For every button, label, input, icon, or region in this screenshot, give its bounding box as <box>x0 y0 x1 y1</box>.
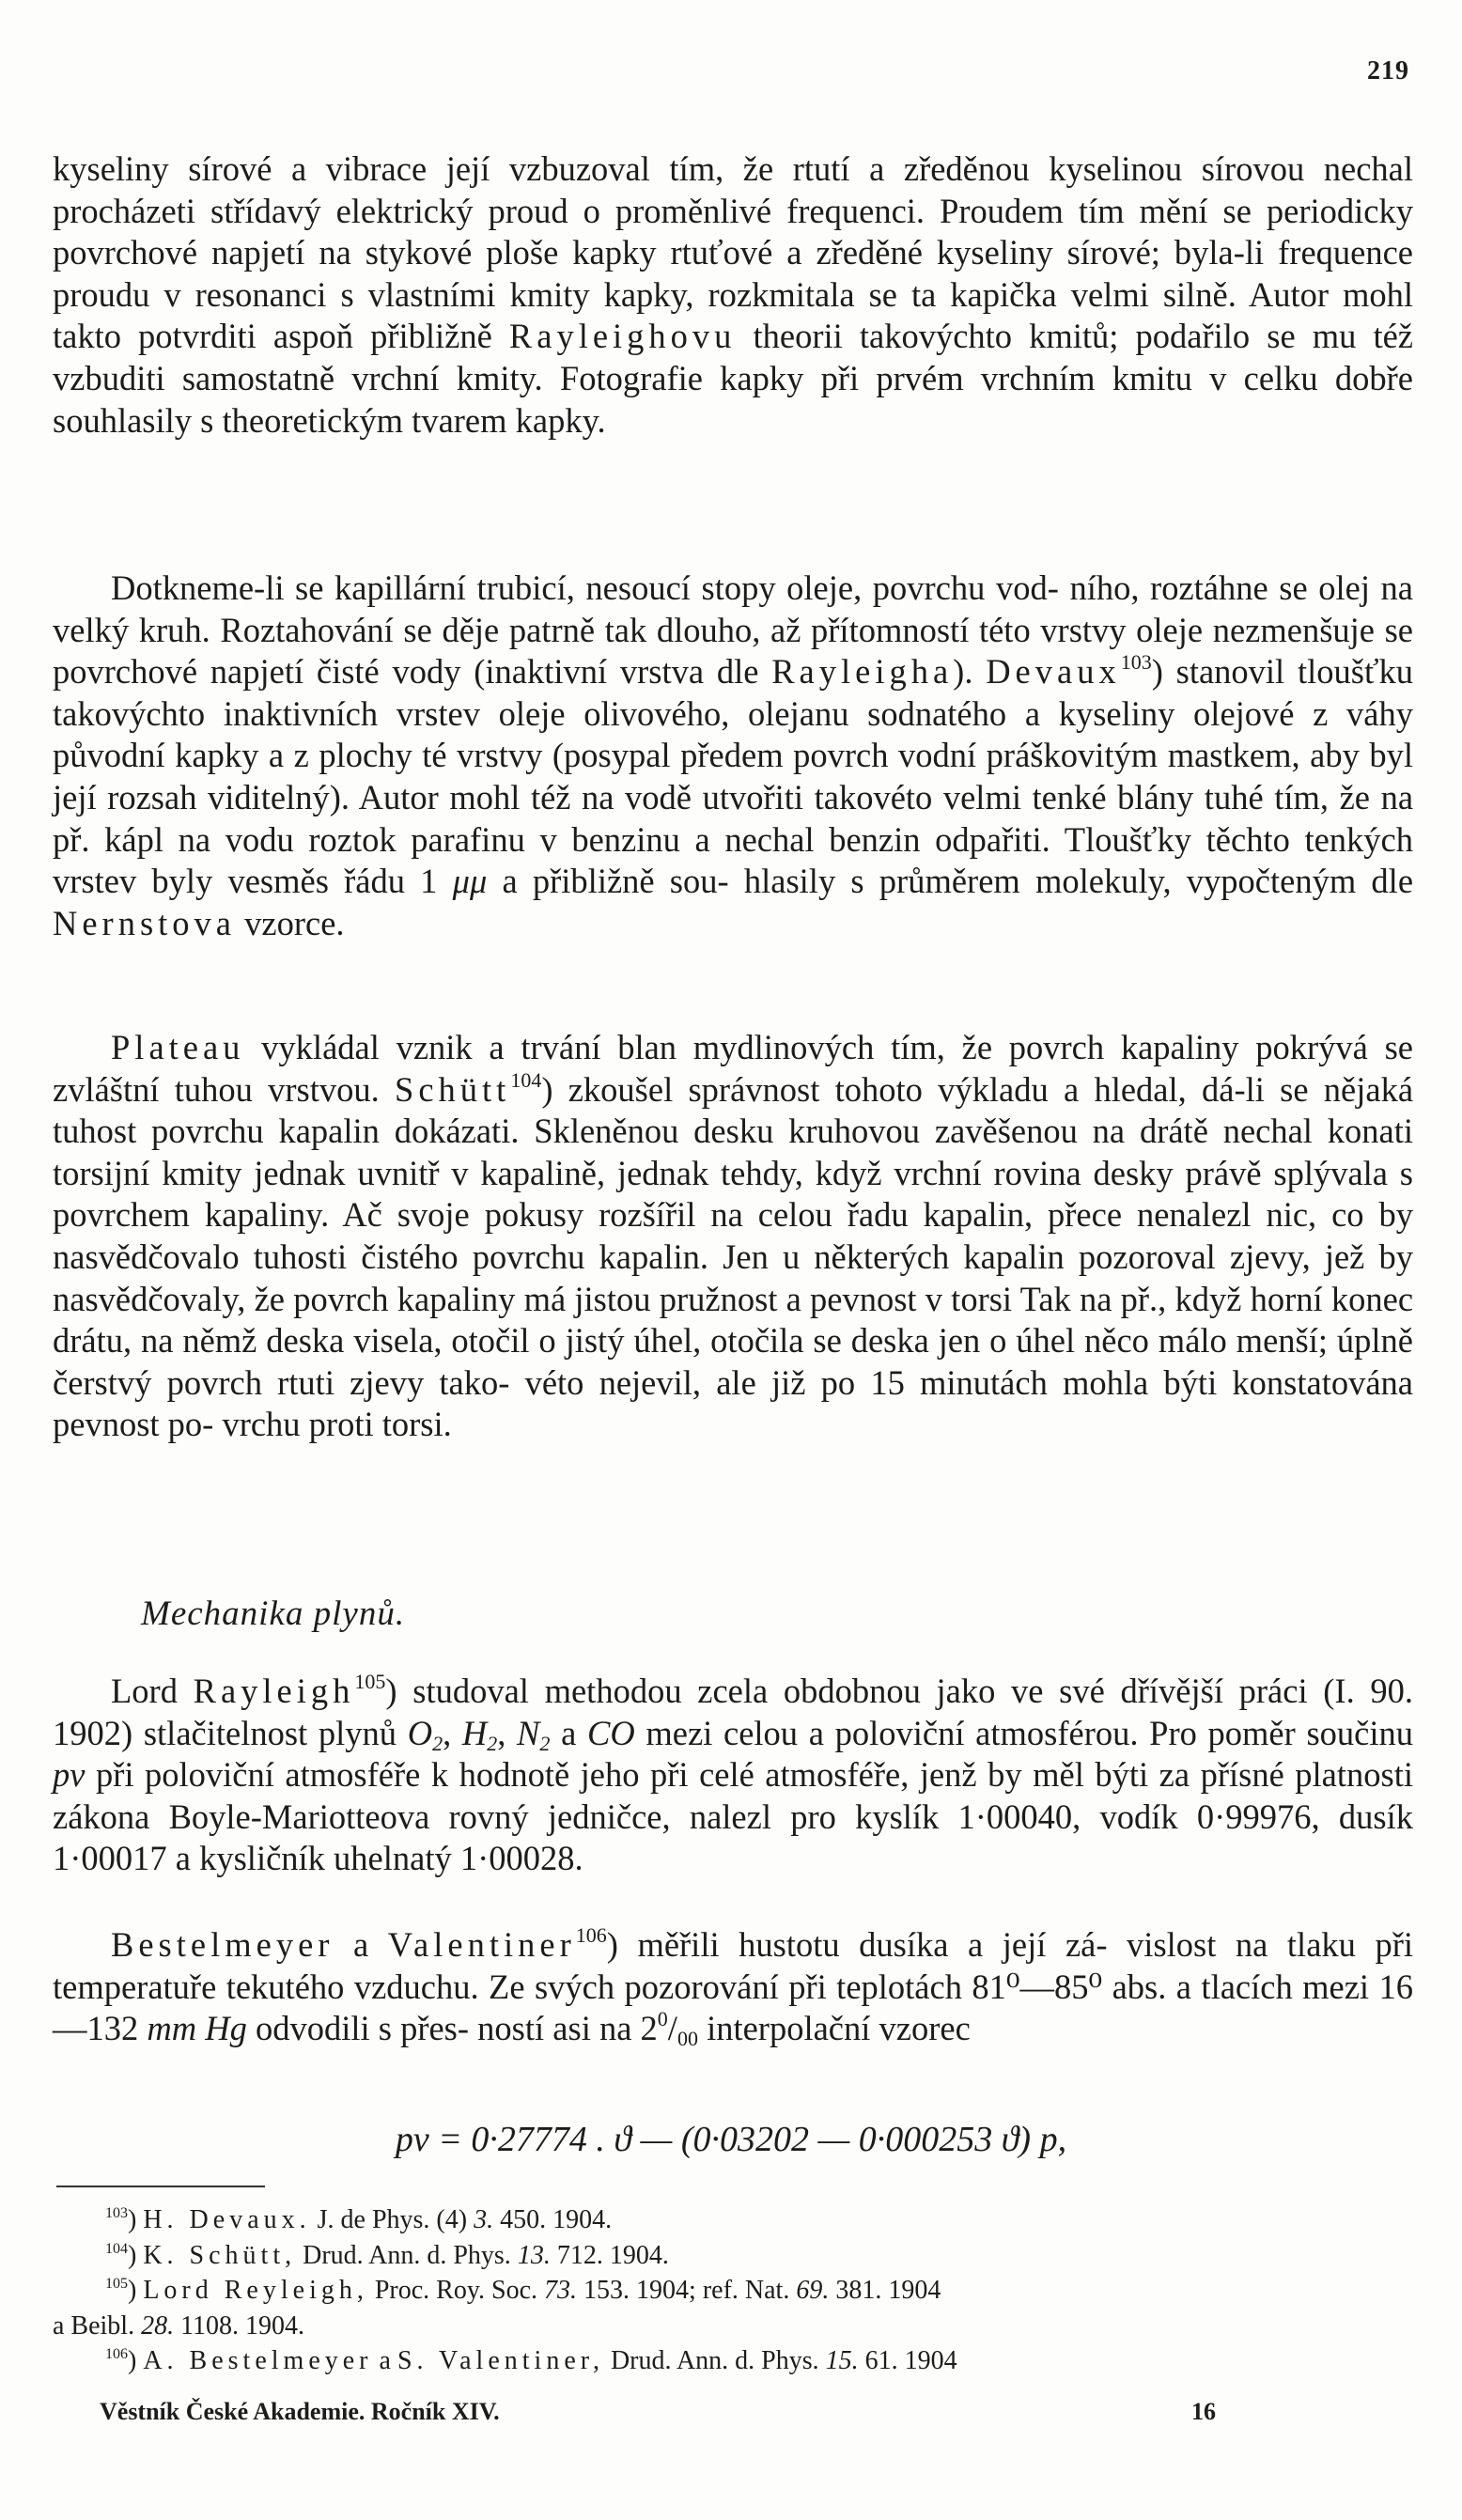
author-name-rayleigh: Rayleigh <box>193 1672 355 1710</box>
author-name-devaux: Devaux <box>986 652 1121 692</box>
gas-co: CO <box>586 1713 635 1752</box>
footnote-ref-103: 103 <box>1120 650 1152 675</box>
formula: pv = 0·27774 . ϑ — (0·03202 — 0·000253 ϑ) p, <box>395 2120 1067 2159</box>
footnote-ref-105: 105 <box>354 1670 386 1693</box>
gas-o2: $O_2$ <box>407 1713 443 1755</box>
footnote-105-cont: a Beibl. 28. 1108. 1904. <box>53 2310 305 2341</box>
author-name-schutt: Schütt <box>395 1069 511 1109</box>
page-number: 219 <box>1367 56 1409 86</box>
journal-title: Věstník České Akademie. Ročník XIV. <box>100 2398 500 2425</box>
page-footer <box>100 2398 1216 2426</box>
unit-mmhg: mm Hg <box>147 2009 247 2048</box>
paragraph-3: Plateau vykládal vznik a trvání blan mydlinových tím, že povrch kapaliny pokrývá se zvláštní tuhou vrstvou. Schütt$^{104}$) zkoušel správnost tohoto výkladu a hledal, dá-li se nějaká tuhost povrchu kapalin dokázati. Skleněnou desku kruhovou zavěšenou na drátě nechal konati torsijní kmity jednak uvnitř v kapalině, jednak tehdy, když vrchní rovina desky právě splývala s povrchem kapaliny. Ač svoje pokusy rozšířil na celou řadu kapalin, přece nenalezl nic, co by nasvědčovalo tuhosti čistého povrchu kapalin. Jen u některých kapalin pozoroval zjevy, jež by nasvědčovaly, že povrch kapaliny má jistou pružnost a pevnost v torsi Tak na př., když horní konec drátu, na němž deska visela, otočil o jistý úhel, otočila se deska jen o úhel něco málo menší; úplně čerstvý povrch rtuti zjevy tako- véto nejevil, ale již po 15 minutách mohla býti konstatována pevnost po- vrchu proti torsi. <box>53 1028 1414 1444</box>
paragraph-gas-2: Bestelmeyer a Valentiner$^{106}$) měřili hustotu dusíka a její zá- vislost na tlaku při temperatuře tekutého vzduchu. Ze svých pozorování při teplotách 81⁰—85⁰ abs. a tlacích mezi 16—132 mm Hg odvodili s přes- ností asi na $2^0/_{00}$ interpolační vzorec <box>53 1923 1414 2051</box>
footnote-105: $^{105}$) Lord Reyleigh, Proc. Roy. Soc. 73. 153. 1904; ref. Nat. 69. 381. 1904 <box>105 2276 941 2305</box>
paragraph-2: Dotkneme-li se kapillární trubicí, nesoucí stopy oleje, povrchu vod- ního, roztáhne se olej na velký kruh. Roztahování se děje patrně tak dlouho, až přítomností této vrstvy oleje nezmenšuje se povrchové napjetí čisté vody (inaktivní vrstva dle Rayleigha). Devaux$^{103}$) stanovil tloušťku takovýchto inaktivních vrstev oleje olivového, olejanu sodnatého a kyseliny olejové z váhy původní kapky a z plochy té vrstvy (posypal předem povrch vodní práškovitým mastkem, aby byl její rozsah viditelný). Autor mohl též na vodě utvořiti takovéto velmi tenké blány tuhé tím, že na př. kápl na vodu roztok parafinu v benzinu a nechal benzin odpařiti. Tloušťky těchto tenkých vrstev byly vesměs řádu 1 μμ a přibližně sou- hlasily s průměrem molekuly, vypočteným dle Nernstova vzorce. <box>53 568 1414 942</box>
symbol-pv: pv <box>53 1755 86 1795</box>
section-heading: Mechanika plynů. <box>141 1594 406 1633</box>
footnote-104: $^{104}$) K. Schütt, Drud. Ann. d. Phys. 13. 712. 1904. <box>105 2240 669 2270</box>
gas-h2: $H_2$ <box>461 1713 498 1755</box>
author-name-rayleigha: Rayleigha <box>771 652 954 692</box>
footnote-103: $^{103}$) H. Devaux. J. de Phys. (4) 3. 450. 1904. <box>105 2205 613 2234</box>
footnote-ref-104: 104 <box>510 1067 542 1092</box>
paragraph-gas-1: Lord Rayleigh$^{105}$) studoval methodou zcela obdobnou jako ve své dřívější práci (I. 90. 1902) stlačitelnost plynů $O_2$, $H_2$, $N_2$ a CO mezi celou a poloviční atmosférou. Pro poměr součinu pv při poloviční atmosféře k hodnotě jeho při celé atmosféře, jenž by měl býti za přísné platnosti zákona Boyle-Mariotteova rovný jedničce, nalezl pro kyslík 1·00040, vodík 0·99976, dusík 1·00017 a kysličník uhelnatý 1·00028. <box>53 1670 1414 1878</box>
footnote-divider <box>56 2186 265 2187</box>
author-name-nernstova: Nernstova <box>53 903 237 942</box>
paragraph-1: kyseliny sírové a vibrace její vzbuzoval tím, že rtutí a zředěnou kyselinou sírovou nechal procházeti střídavý elektrický proud o proměnlivé frequenci. Proudem tím mění se periodicky povrchové napjetí na stykové ploše kapky rtuťové a zředěné kyseliny sírové; byla-li frequence proudu v resonanci s vlastními kmity kapky, rozkmitala se ta kapička velmi silně. Autor mohl takto potvrditi aspoň přibližně Rayleighovu theorii takovýchto kmitů; podařilo se mu též vzbuditi samostatně vrchní kmity. Fotografie kapky při prvém vrchním kmitu v celku dobře souhlasily s theoretickým tvarem kapky. <box>53 149 1414 440</box>
gas-n2: $N_2$ <box>517 1713 551 1755</box>
author-name-rayleighovu: Rayleighovu <box>508 317 737 356</box>
footnote-ref-106: 106 <box>575 1923 607 1947</box>
author-name-plateau: Plateau <box>111 1028 245 1066</box>
author-name-valentiner: Valentiner <box>387 1925 576 1964</box>
footnotes <box>53 2202 1413 2379</box>
footnote-106: $^{106}$) A. Bestelmeyer a S. Valentiner, Drud. Ann. d. Phys. 15. 61. 1904 <box>105 2346 957 2375</box>
unit-mumu: μμ <box>452 862 488 901</box>
author-name-bestelmeyer: Bestelmeyer <box>111 1925 334 1964</box>
sheet-number: 16 <box>1191 2398 1216 2425</box>
